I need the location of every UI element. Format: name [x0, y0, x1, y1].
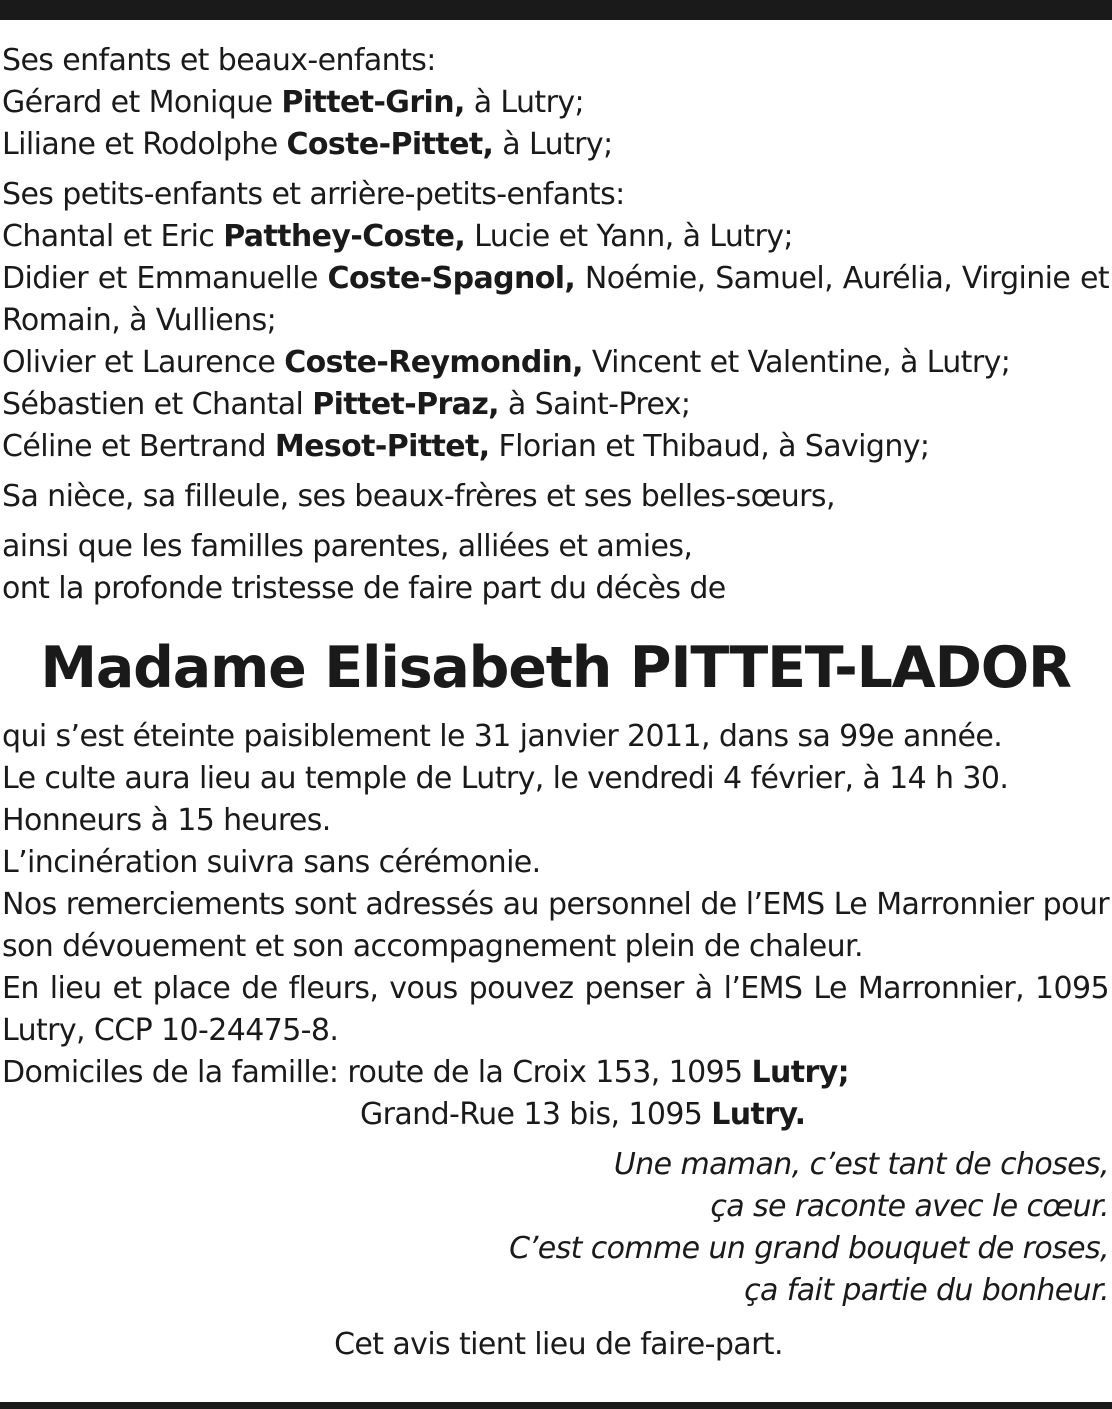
domicile-city: Lutry;	[751, 1055, 850, 1090]
grandchildren-line	[2, 384, 1109, 426]
children-line	[2, 124, 1109, 166]
announcement-line: ont la profonde tristesse de faire part du décès de	[2, 571, 726, 606]
detail-line: qui s’est éteinte paisiblement le 31 janvier 2011, dans sa 99e année.	[2, 719, 1003, 754]
names-text: Gérard et Monique	[2, 85, 282, 120]
family-name: Coste-Spagnol,	[327, 261, 576, 296]
footer-note: Cet avis tient lieu de faire-part.	[334, 1327, 783, 1362]
location-text: à Lutry;	[493, 127, 613, 162]
detail-line: L’incinération suivra sans cérémonie.	[2, 845, 541, 880]
poem-line: ça se raconte avec le cœur.	[710, 1189, 1109, 1224]
location-text: à Saint-Prex;	[498, 387, 691, 422]
top-border-rule	[0, 0, 1112, 20]
names-location-text: Florian et Thibaud, à Savigny;	[489, 429, 930, 464]
flowers-paragraph: En lieu et place de fleurs, vous pouvez penser à l’EMS Le Marronnier, 1095 Lutry, CCP 10-24475-8.	[2, 971, 1109, 1048]
grandchildren-line	[2, 258, 1109, 342]
names-text: Céline et Bertrand	[2, 429, 275, 464]
relatives-line: Sa nièce, sa filleule, ses beaux-frères et ses belles-sœurs,	[2, 479, 835, 514]
names-text: Olivier et Laurence	[2, 345, 285, 380]
children-line	[2, 82, 1109, 124]
grandchildren-line	[2, 216, 1109, 258]
deceased-name: Madame Elisabeth PITTET-LADOR	[40, 635, 1071, 701]
family-name: Pittet-Praz,	[312, 387, 499, 422]
domicile-line	[2, 1052, 1109, 1094]
bottom-border-rule	[0, 1402, 1112, 1409]
domicile-city: Lutry.	[711, 1097, 806, 1132]
names-location-text: Lucie et Yann, à Lutry;	[465, 219, 793, 254]
grandchildren-intro: Ses petits-enfants et arrière-petits-enfants:	[2, 177, 625, 212]
family-name: Coste-Pittet,	[286, 127, 494, 162]
poem-line: Une maman, c’est tant de choses,	[613, 1147, 1109, 1182]
family-name: Patthey-Coste,	[223, 219, 466, 254]
detail-line: Honneurs à 15 heures.	[2, 803, 331, 838]
family-name: Mesot-Pittet,	[274, 429, 490, 464]
thanks-paragraph: Nos remerciements sont adressés au personnel de l’EMS Le Marronnier pour son dévouement et son accompagnement plein de chaleur.	[2, 887, 1109, 964]
poem-line: ça fait partie du bonheur.	[744, 1273, 1109, 1308]
names-text: Didier et Emmanuelle	[2, 261, 328, 296]
names-text: Chantal et Eric	[2, 219, 224, 254]
poem	[2, 1144, 1109, 1312]
family-name: Pittet-Grin,	[281, 85, 465, 120]
grandchildren-line	[2, 426, 1109, 468]
poem-line: C’est comme un grand bouquet de roses,	[509, 1231, 1109, 1266]
detail-line: Le culte aura lieu au temple de Lutry, le vendredi 4 février, à 14 h 30.	[2, 761, 1009, 796]
families-line: ainsi que les familles parentes, alliées et amies,	[2, 529, 693, 564]
names-text: Sébastien et Chantal	[2, 387, 313, 422]
family-name: Coste-Reymondin,	[284, 345, 583, 380]
obituary-notice	[2, 40, 1109, 1366]
grandchildren-line	[2, 342, 1109, 384]
location-text: à Lutry;	[464, 85, 584, 120]
names-location-text: Vincent et Valentine, à Lutry;	[582, 345, 1011, 380]
children-intro: Ses enfants et beaux-enfants:	[2, 43, 436, 78]
names-text: Liliane et Rodolphe	[2, 127, 287, 162]
domicile-address: Grand-Rue 13 bis, 1095	[360, 1097, 712, 1132]
domicile-line	[2, 1094, 1109, 1136]
names-location-text: Noémie, Samuel, Aurélia, Virginie et Romain, à Vulliens;	[2, 261, 1110, 338]
domicile-address: Domiciles de la famille: route de la Croix 153, 1095	[2, 1055, 752, 1090]
